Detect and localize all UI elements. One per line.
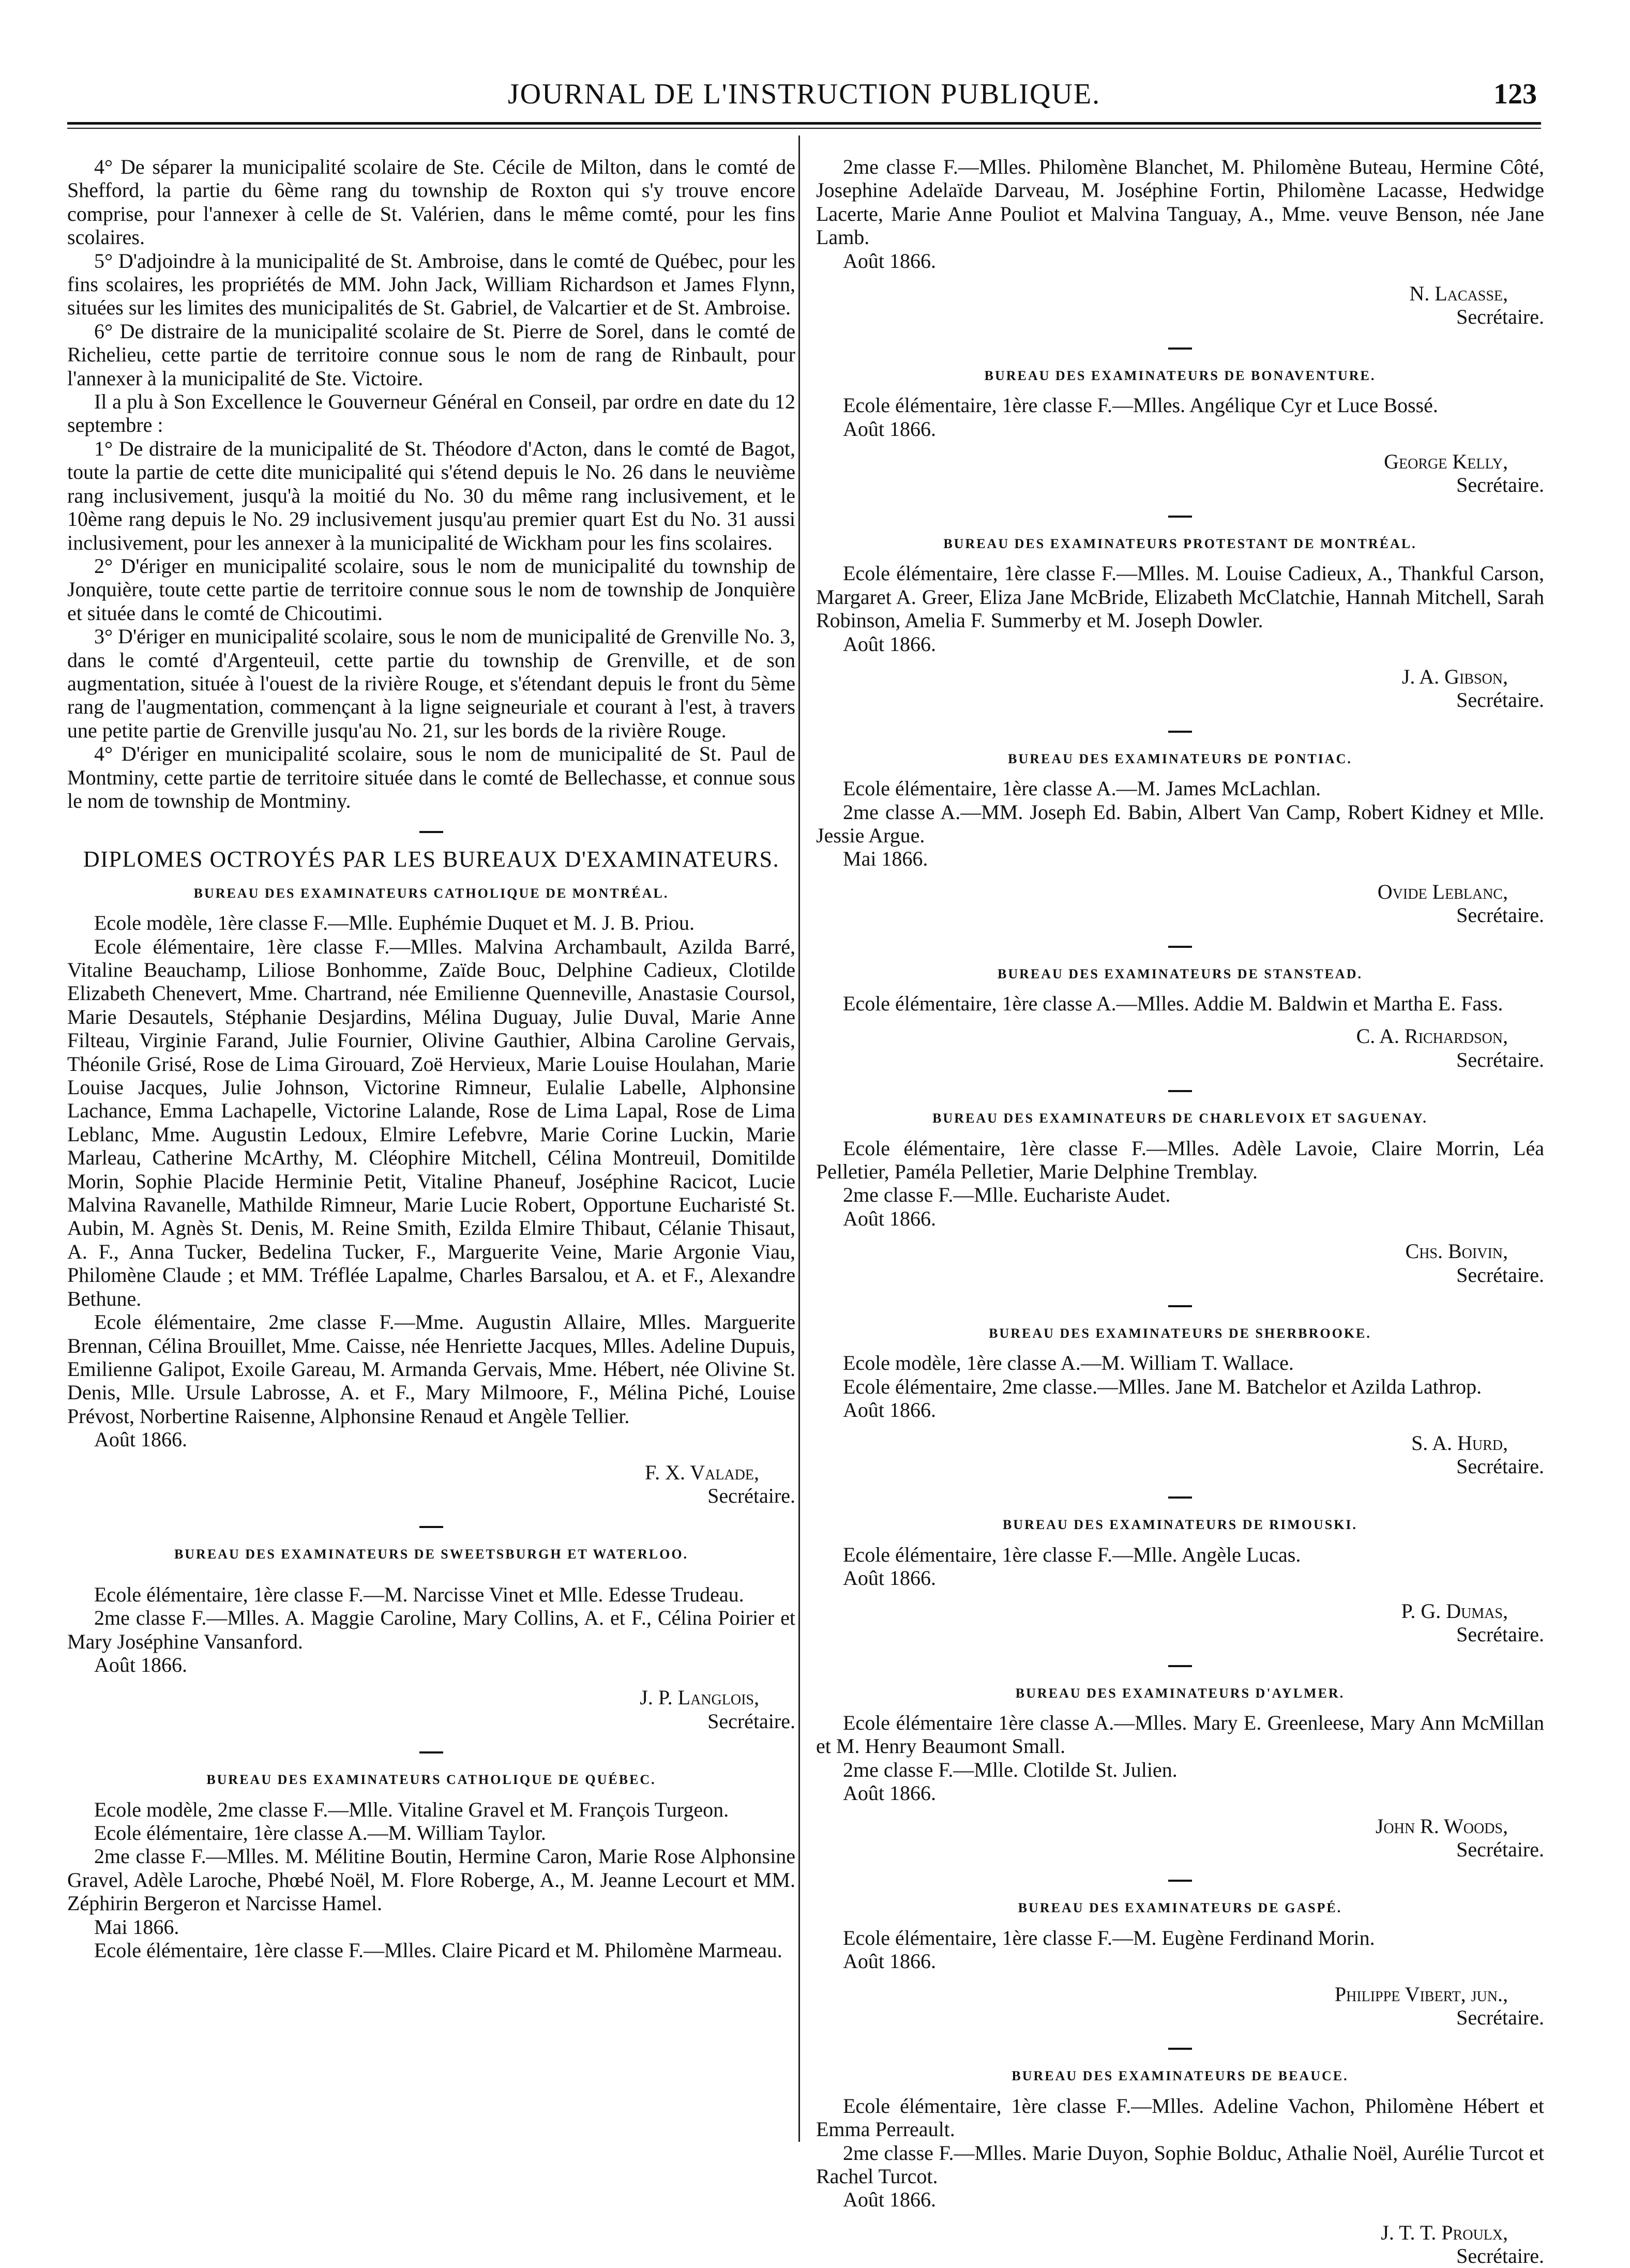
separator-dash [1168, 946, 1192, 948]
paragraph: Ecole élémentaire, 1ère classe F.—Mlle. Angèle Lucas. [843, 1543, 1301, 1566]
date-line: Août 1866. [94, 1653, 187, 1676]
right-column [816, 155, 1544, 2268]
signature-role: Secrétaire. [1456, 2244, 1544, 2268]
bureau-heading: BUREAU DES EXAMINATEURS CATHOLIQUE DE MONTRÉAL. [193, 885, 669, 901]
bureau-heading: BUREAU DES EXAMINATEURS DE BEAUCE. [1012, 2068, 1349, 2084]
paragraph: Ecole élémentaire, 1ère classe F.—Mlles. Adèle Lavoie, Claire Morrin, Léa Pelletier, Paméla Pelletier, Marie Delphine Tremblay. [816, 1136, 1544, 1183]
paragraph: Ecole modèle, 2me classe F.—Mlle. Vitaline Gravel et M. François Turgeon. [94, 1797, 729, 1821]
date-line: Août 1866. [94, 1428, 187, 1451]
bureau-heading: BUREAU DES EXAMINATEURS DE RIMOUSKI. [1002, 1517, 1358, 1533]
date-line: Août 1866. [843, 249, 936, 273]
signature-name: J. A. Gibson, [1401, 664, 1508, 688]
paragraph: 2me classe F.—Mlles. Marie Duyon, Sophie Bolduc, Athalie Noël, Aurélie Turcot et Rachel Turcot. [816, 2141, 1544, 2188]
date-line: Août 1866. [843, 1781, 936, 1805]
separator-dash [1168, 1496, 1192, 1499]
paragraph: 4° D'ériger en municipalité scolaire, sous le nom de municipalité de St. Paul de Montminy, cette partie de territoire située dans le comté de Bellechasse, et connue sous le nom de township de Montminy. [67, 742, 795, 812]
date-line: Août 1866. [843, 2188, 936, 2212]
paragraph: 2me classe F.—Mlle. Clotilde St. Julien. [843, 1758, 1178, 1781]
signature-role: Secrétaire. [1456, 1455, 1544, 1478]
bureau-heading: BUREAU DES EXAMINATEURS DE SHERBROOKE. [989, 1326, 1371, 1341]
bureau-heading: BUREAU DES EXAMINATEURS DE STANSTEAD. [998, 966, 1363, 981]
separator-dash [419, 1751, 443, 1753]
left-column [67, 155, 795, 1962]
paragraph: Ecole élémentaire, 1ère classe F.—Mlles. Claire Picard et M. Philomène Marmeau. [94, 1939, 782, 1962]
page-header [67, 78, 1541, 114]
separator-dash [1168, 516, 1192, 518]
date-line: Août 1866. [843, 1206, 936, 1230]
paragraph: Ecole élémentaire, 1ère classe F.—M. Narcisse Vinet et Mlle. Edesse Trudeau. [94, 1582, 744, 1606]
paragraph: Ecole élémentaire, 1ère classe F.—Mlles. Adeline Vachon, Philomène Hébert et Emma Perreault. [816, 2094, 1544, 2141]
separator-dash [1168, 1665, 1192, 1667]
signature-role: Secrétaire. [1456, 1263, 1544, 1287]
header-rule [67, 122, 1541, 125]
signature-name: N. Lacasse, [1409, 282, 1508, 306]
paragraph: 2me classe A.—MM. Joseph Ed. Babin, Albert Van Camp, Robert Kidney et Mlle. Jessie Argue. [816, 800, 1544, 847]
signature-role: Secrétaire. [1456, 1623, 1544, 1646]
bureau-heading: BUREAU DES EXAMINATEURS PROTESTANT DE MONTRÉAL. [943, 536, 1417, 551]
date-line: Août 1866. [843, 1566, 936, 1590]
bureau-heading: BUREAU DES EXAMINATEURS DE SWEETSBURGH ET WATERLOO. [174, 1547, 689, 1562]
separator-dash [419, 831, 443, 833]
paragraph: 2° D'ériger en municipalité scolaire, sous le nom de municipalité du township de Jonquière, toute cette partie de territoire connue sous le nom de township de Jonquière et située dans le comté de Chicoutimi. [67, 554, 795, 625]
signature-name: S. A. Hurd, [1411, 1431, 1508, 1455]
paragraph: Ecole élémentaire, 1ère classe A.—Mlles. Addie M. Baldwin et Martha E. Fass. [843, 991, 1503, 1015]
paragraph: Ecole élémentaire, 1ère classe F.—Mlles. Angélique Cyr et Luce Bossé. [843, 394, 1438, 417]
section-title: DIPLOMES OCTROYÉS PAR LES BUREAUX D'EXAMINATEURS. [83, 846, 780, 872]
signature-name: P. G. Dumas, [1401, 1599, 1508, 1623]
paragraph: Ecole modèle, 1ère classe A.—M. William T. Wallace. [843, 1351, 1294, 1375]
signature-name: J. T. T. Proulx, [1381, 2220, 1508, 2244]
signature-role: Secrétaire. [1456, 2005, 1544, 2029]
signature-name: Ovide Leblanc, [1377, 880, 1508, 903]
date-line: Mai 1866. [94, 1915, 179, 1939]
paragraph: Ecole élémentaire, 1ère classe F.—M. Eugène Ferdinand Morin. [843, 1926, 1375, 1949]
paragraph: Ecole élémentaire, 2me classe.—Mlles. Jane M. Batchelor et Azilda Lathrop. [843, 1374, 1482, 1398]
signature-name: C. A. Richardson, [1356, 1024, 1508, 1048]
paragraph: 2me classe F.—Mlles. A. Maggie Caroline, Mary Collins, A. et F., Célina Poirier et Mary Joséphine Vansanford. [67, 1606, 795, 1653]
paragraph: 1° De distraire de la municipalité de St. Théodore d'Acton, dans le comté de Bagot, toute la partie de cette dite municipalité qui s'étend depuis le No. 26 dans le neuvième rang inclusivement, jusqu'à la moitié du No. 30 du même rang inclusivement, et le 10ème rang depuis le No. 29 inclusivement jusqu'au premier quart Est du No. 31 aussi inclusivement, pour les annexer à la municipalité de Wickham pour les fins scolaires. [67, 436, 795, 554]
running-title: JOURNAL DE L'INSTRUCTION PUBLIQUE. [507, 78, 1101, 110]
paragraph: Ecole élémentaire, 1ère classe F.—Mlles. M. Louise Cadieux, A., Thankful Carson, Margaret A. Greer, Eliza Jane McBride, Elizabeth McClatchie, Hannah Mitchell, Sarah Robinson, Amelia F. Summerby et M. Joseph Dowler. [816, 562, 1544, 632]
separator-dash [1168, 1305, 1192, 1307]
bureau-heading: BUREAU DES EXAMINATEURS CATHOLIQUE DE QUÉBEC. [206, 1772, 656, 1788]
separator-dash [419, 1526, 443, 1528]
signature-name: J. P. Langlois, [640, 1686, 759, 1710]
column-divider [798, 135, 800, 2142]
signature-role: Secrétaire. [1456, 1048, 1544, 1071]
separator-dash [1168, 1880, 1192, 1882]
signature-role: Secrétaire. [1456, 1837, 1544, 1861]
signature-role: Secrétaire. [1456, 688, 1544, 712]
date-line: Août 1866. [843, 1398, 936, 1422]
paragraph: Ecole élémentaire, 1ère classe A.—M. William Taylor. [94, 1821, 546, 1844]
page-number: 123 [1493, 78, 1537, 110]
bureau-heading: BUREAU DES EXAMINATEURS D'AYLMER. [1015, 1685, 1345, 1701]
bureau-heading: BUREAU DES EXAMINATEURS DE BONAVENTURE. [984, 368, 1376, 383]
paragraph: 4° De séparer la municipalité scolaire de Ste. Cécile de Milton, dans le comté de Shefford, la partie du 6ème rang du township de Roxton qui s'y trouve encore comprise, pour l'annexer à celle de St. Valérien, dans le même comté, pour les fins scolaires. [67, 155, 795, 249]
signature-role: Secrétaire. [1456, 903, 1544, 927]
signature-role: Secrétaire. [707, 1709, 795, 1733]
signature-name: Philippe Vibert, jun., [1334, 1982, 1508, 2006]
signature-name: Chs. Boivin, [1405, 1239, 1508, 1263]
paragraph: Il a plu à Son Excellence le Gouverneur Général en Conseil, par ordre en date du 12 septembre : [67, 390, 795, 437]
separator-dash [1168, 2048, 1192, 2050]
paragraph: 5° D'adjoindre à la municipalité de St. Ambroise, dans le comté de Québec, pour les fins scolaires, les propriétés de MM. John Jack, William Richardson et James Flynn, situées sur les limites des municipalités de St. Gabriel, de Valcartier et de St. Ambroise. [67, 249, 795, 320]
paragraph: Ecole élémentaire, 2me classe F.—Mme. Augustin Allaire, Mlles. Marguerite Brennan, Célina Brouillet, Mme. Caisse, née Henriette Jacques, Mlles. Adeline Dupuis, Emilienne Galipot, Exoile Gareau, M. Armanda Gervais, Mme. Hébert, née Olivine St. Denis, Mlle. Ursule Labrosse, A. et F., Mary Milmoore, F., Mélina Piché, Louise Prévost, Norbertine Raisenne, Alphonsine Renaud et Angèle Tellier. [67, 1310, 795, 1428]
paragraph: 2me classe F.—Mlle. Euchariste Audet. [843, 1183, 1171, 1207]
header-rule-thin [67, 128, 1541, 129]
date-line: Août 1866. [843, 632, 936, 656]
bureau-heading: BUREAU DES EXAMINATEURS DE PONTIAC. [1008, 751, 1352, 766]
paragraph: 2me classe F.—Mlles. M. Mélitine Boutin, Hermine Caron, Marie Rose Alphonsine Gravel, Adèle Laroche, Phœbé Noël, M. Flore Roberge, A., M. Jeanne Lecourt et MM. Zéphirin Bergeron et Narcisse Hamel. [67, 1844, 795, 1915]
paragraph: Ecole élémentaire, 1ère classe F.—Mlles. Malvina Archambault, Azilda Barré, Vitaline Beauchamp, Liliose Bonhomme, Zaïde Bouc, Delphine Cadieux, Clotilde Elizabeth Chenevert, Mme. Chartrand, née Emilienne Quenneville, Anastasie Coursol, Marie Desautels, Stéphanie Desjardins, Mélina Duguay, Julie Duval, Marie Anne Filteau, Virginie Farand, Julie Fournier, Olivine Gauthier, Albina Caroline Gervais, Théonile Grisé, Rose de Lima Girouard, Zoë Hervieux, Marie Louise Houlahan, Marie Louise Jacques, Julie Johnson, Victorine Rimneur, Eulalie Labelle, Alphonsine Lachance, Emma Lachapelle, Victorine Lalande, Rose de Lima Lapal, Rose de Lima Leblanc, Mme. Augustin Ledoux, Elmire Lefebvre, Marie Corine Luckin, Marie Marleau, Catherine McArthy, M. Cléophire Mitchell, Célina Montreuil, Domitilde Morin, Sophie Placide Herminie Petit, Vitaline Phaneuf, Joséphine Racicot, Lucie Malvina Ravanelle, Mathilde Rimneur, Marie Lucie Robert, Opportune Eucharisté St. Aubin, M. Agnès St. Denis, M. Reine Smith, Ezilda Elmire Thibaut, Célanie Thisaut, A. F., Anna Tucker, Bedelina Tucker, F., Marguerite Veine, Marie Argonie Viau, Philomène Claude ; et MM. Tréflée Lapalme, Charles Barsalou, et A. et F., Alexandre Bethune. [67, 934, 795, 1310]
date-line: Août 1866. [843, 1949, 936, 1973]
signature-name: George Kelly, [1384, 450, 1508, 474]
paragraph: 2me classe F.—Mlles. Philomène Blanchet, M. Philomène Buteau, Hermine Côté, Josephine Adelaïde Darveau, M. Joséphine Fortin, Philomène Lacasse, Hedwidge Lacerte, Marie Anne Pouliot et Malvina Tanguay, A., Mme. veuve Benson, née Jane Lamb. [816, 155, 1544, 249]
signature-name: John R. Woods, [1375, 1814, 1508, 1838]
bureau-heading: BUREAU DES EXAMINATEURS DE GASPÉ. [1018, 1900, 1342, 1916]
paragraph: Ecole modèle, 1ère classe F.—Mlle. Euphémie Duquet et M. J. B. Priou. [94, 911, 695, 935]
paragraph: 3° D'ériger en municipalité scolaire, sous le nom de municipalité de Grenville No. 3, dans le comté d'Argenteuil, cette partie du township de Grenville, et de son augmentation, située à l'ouest de la rivière Rouge, et s'étendant depuis le front du 5ème rang de l'augmentation, commençant à la ligne seigneuriale et courant à l'est, à travers une petite partie de Grenville jusqu'au No. 21, sur les bords de la rivière Rouge. [67, 625, 795, 742]
bureau-heading: BUREAU DES EXAMINATEURS DE CHARLEVOIX ET SAGUENAY. [932, 1111, 1428, 1126]
paragraph: 6° De distraire de la municipalité scolaire de St. Pierre de Sorel, dans le comté de Richelieu, cette partie de territoire connue sous le nom de rang de Rinbault, pour l'annexer à la municipalité de Ste. Victoire. [67, 319, 795, 390]
signature-role: Secrétaire. [1456, 305, 1544, 329]
signature-role: Secrétaire. [1456, 473, 1544, 497]
separator-dash [1168, 1090, 1192, 1092]
paragraph: Ecole élémentaire, 1ère classe A.—M. James McLachlan. [843, 777, 1321, 800]
paragraph: Ecole élémentaire 1ère classe A.—Mlles. Mary E. Greenleese, Mary Ann McMillan et M. Henry Beaumont Small. [816, 1711, 1544, 1758]
separator-dash [1168, 347, 1192, 350]
date-line: Mai 1866. [843, 847, 928, 871]
separator-dash [1168, 731, 1192, 733]
signature-role: Secrétaire. [707, 1484, 795, 1507]
signature-name: F. X. Valade, [645, 1460, 759, 1484]
date-line: Août 1866. [843, 417, 936, 441]
